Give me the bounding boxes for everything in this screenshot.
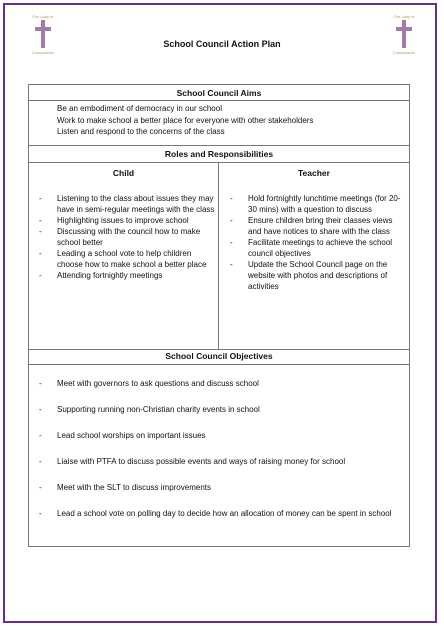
divider: [29, 145, 409, 146]
roles-heading: Roles and Responsibilities: [164, 149, 274, 159]
list-item: - Facilitate meetings to achieve the school council objectives: [230, 238, 393, 258]
divider: [29, 364, 409, 365]
logo-caption-top: Our Lady of: [32, 14, 54, 19]
aim-line: Be an embodiment of democracy in our school: [57, 104, 222, 113]
page-title: School Council Action Plan: [163, 39, 281, 49]
list-item: - Highlighting issues to improve school: [39, 216, 189, 225]
list-item: - Ensure children bring their classes views and have notices to share with the class: [230, 216, 393, 236]
child-column-heading: Child: [112, 168, 135, 178]
list-item: - Update the School Council page on the website with photos and descriptions of activities: [230, 260, 388, 291]
list-item: - Listening to the class about issues they may have in semi-regular meetings with the class: [39, 194, 215, 214]
list-item: - Supporting running non-Christian charity events in school: [39, 405, 260, 414]
list-item: - Leading a school vote to help children choose how to make school a better place: [39, 249, 207, 269]
list-item: - Attending fortnightly meetings: [39, 271, 163, 280]
action-plan-table: [28, 84, 410, 547]
aim-line: Work to make school a better place for everyone with other stakeholders: [57, 115, 314, 125]
objectives-heading: School Council Objectives: [165, 351, 273, 361]
logo-caption-bottom: Compassion: [392, 50, 416, 55]
list-item: - Hold fortnightly lunchtime meetings (for 20-30 mins) with a question to discuss: [230, 194, 401, 214]
objectives-list: [35, 378, 405, 519]
teacher-column-heading: Teacher: [298, 168, 330, 178]
list-item: - Meet with the SLT to discuss improvements: [39, 483, 211, 492]
list-item: - Meet with governors to ask questions and discuss school: [39, 379, 259, 388]
list-item: - Lead a school vote on polling day to decide how an allocation of money can be spent in school: [39, 509, 392, 518]
list-item: - Lead school worships on important issues: [39, 431, 206, 440]
list-item: - Liaise with PTFA to discuss possible events and ways of raising money for school: [39, 457, 346, 466]
logo-caption-bottom: Compassion: [31, 50, 55, 55]
child-responsibilities: [29, 193, 215, 281]
list-item: - Discussing with the council how to make school better: [39, 227, 201, 247]
teacher-responsibilities: [220, 193, 406, 292]
aims-list: [57, 103, 313, 138]
divider: [29, 100, 409, 101]
divider: [29, 162, 409, 163]
aim-line: Listen and respond to the concerns of the class: [57, 127, 225, 136]
logo-caption-top: Our Lady of: [393, 14, 415, 19]
aims-heading: School Council Aims: [176, 88, 262, 98]
divider: [29, 349, 409, 350]
column-divider: [218, 162, 219, 349]
